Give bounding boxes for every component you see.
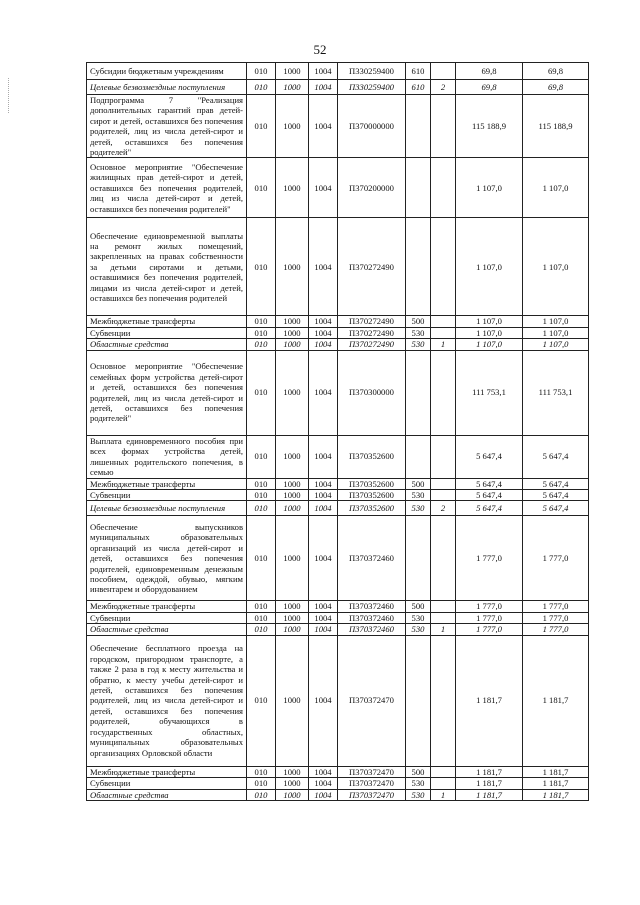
funding-source-code <box>431 63 456 80</box>
amount-year-2: 1 181,7 <box>523 766 589 777</box>
grbs-code: 010 <box>247 478 276 489</box>
subsection-code: 1004 <box>309 778 338 789</box>
table-row <box>87 63 589 80</box>
target-article-code: П370272490 <box>338 218 406 316</box>
subsection-code: 1004 <box>309 158 338 218</box>
target-article-code: П370352600 <box>338 490 406 501</box>
amount-year-2: 1 777,0 <box>523 612 589 623</box>
amount-year-1: 5 647,4 <box>456 501 523 516</box>
subsection-code: 1004 <box>309 350 338 435</box>
grbs-code: 010 <box>247 63 276 80</box>
funding-source-code <box>431 490 456 501</box>
amount-year-2: 1 107,0 <box>523 316 589 327</box>
grbs-code: 010 <box>247 218 276 316</box>
funding-source-code <box>431 158 456 218</box>
funding-source-code <box>431 350 456 435</box>
subsection-code: 1004 <box>309 490 338 501</box>
target-article-code: П370372470 <box>338 789 406 800</box>
section-code: 1000 <box>276 516 309 601</box>
section-code: 1000 <box>276 789 309 800</box>
grbs-code: 010 <box>247 435 276 478</box>
section-code: 1000 <box>276 490 309 501</box>
amount-year-1: 5 647,4 <box>456 490 523 501</box>
amount-year-2: 1 181,7 <box>523 789 589 800</box>
row-description: Подпрограмма 7 "Реализация дополнительных гарантий прав детей-сирот и детей, оставшихся без попечения родителей, лиц из числа детей-сирот и детей, оставшихся без попечения родителей" <box>87 95 247 158</box>
table-row <box>87 516 589 601</box>
funding-source-code <box>431 95 456 158</box>
subsection-code: 1004 <box>309 624 338 635</box>
row-description: Субсидии бюджетным учреждениям <box>87 63 247 80</box>
table-row <box>87 158 589 218</box>
section-code: 1000 <box>276 478 309 489</box>
amount-year-1: 1 777,0 <box>456 624 523 635</box>
row-description: Обеспечение бесплатного проезда на городском, пригородном транспорте, а также 2 раза в год к месту жительства и обратно, к месту учебы детей-сирот и детей, оставшихся без попечения родителей, лиц из числа детей-сирот и детей, оставшихся без попечения родителей, обучающихся в государственных областных, муниципальных образовательных организациях Орловской области <box>87 635 247 766</box>
expense-type-code: 530 <box>406 327 431 338</box>
table-row <box>87 327 589 338</box>
section-code: 1000 <box>276 63 309 80</box>
expense-type-code <box>406 95 431 158</box>
row-description: Субвенции <box>87 612 247 623</box>
target-article-code: П370372470 <box>338 635 406 766</box>
amount-year-2: 5 647,4 <box>523 490 589 501</box>
target-article-code: П370352600 <box>338 435 406 478</box>
table-row <box>87 501 589 516</box>
row-description: Межбюджетные трансферты <box>87 601 247 612</box>
grbs-code: 010 <box>247 158 276 218</box>
funding-source-code: 1 <box>431 624 456 635</box>
target-article-code: П370372470 <box>338 778 406 789</box>
subsection-code: 1004 <box>309 316 338 327</box>
amount-year-2: 5 647,4 <box>523 478 589 489</box>
grbs-code: 010 <box>247 80 276 95</box>
page-number: 52 <box>313 42 327 57</box>
row-description: Субвенции <box>87 490 247 501</box>
amount-year-1: 111 753,1 <box>456 350 523 435</box>
expense-type-code <box>406 158 431 218</box>
section-code: 1000 <box>276 766 309 777</box>
row-description: Обеспечение единовременной выплаты на ремонт жилых помещений, закрепленных на правах собственности за детьми сиротами и детьми, оставшимися без попечения родителей, лицами из числа детей-сирот и детей, оставшихся без попечения родителей <box>87 218 247 316</box>
target-article-code: П330259400 <box>338 80 406 95</box>
funding-source-code <box>431 601 456 612</box>
amount-year-2: 1 107,0 <box>523 339 589 350</box>
table-row <box>87 339 589 350</box>
amount-year-1: 69,8 <box>456 80 523 95</box>
grbs-code: 010 <box>247 516 276 601</box>
amount-year-1: 69,8 <box>456 63 523 80</box>
table-row <box>87 80 589 95</box>
funding-source-code: 1 <box>431 339 456 350</box>
expense-type-code <box>406 350 431 435</box>
funding-source-code <box>431 635 456 766</box>
subsection-code: 1004 <box>309 766 338 777</box>
amount-year-2: 5 647,4 <box>523 435 589 478</box>
row-description: Основное мероприятие "Обеспечение жилищных прав детей-сирот и детей, оставшихся без попечения родителей, лиц из числа детей-сирот и детей, оставшихся без попечения родителей" <box>87 158 247 218</box>
expense-type-code: 610 <box>406 80 431 95</box>
section-code: 1000 <box>276 612 309 623</box>
table-row <box>87 766 589 777</box>
amount-year-1: 1 777,0 <box>456 612 523 623</box>
row-description: Областные средства <box>87 624 247 635</box>
section-code: 1000 <box>276 601 309 612</box>
grbs-code: 010 <box>247 624 276 635</box>
grbs-code: 010 <box>247 95 276 158</box>
amount-year-1: 1 181,7 <box>456 789 523 800</box>
amount-year-2: 1 181,7 <box>523 635 589 766</box>
amount-year-1: 1 181,7 <box>456 766 523 777</box>
row-description: Областные средства <box>87 339 247 350</box>
expense-type-code: 530 <box>406 339 431 350</box>
expense-type-code: 530 <box>406 778 431 789</box>
subsection-code: 1004 <box>309 218 338 316</box>
amount-year-1: 1 181,7 <box>456 778 523 789</box>
funding-source-code <box>431 766 456 777</box>
grbs-code: 010 <box>247 490 276 501</box>
target-article-code: П370372460 <box>338 612 406 623</box>
expense-type-code: 610 <box>406 63 431 80</box>
table-row <box>87 350 589 435</box>
row-description: Целевые безвозмездные поступления <box>87 501 247 516</box>
amount-year-1: 1 107,0 <box>456 327 523 338</box>
section-code: 1000 <box>276 339 309 350</box>
subsection-code: 1004 <box>309 478 338 489</box>
subsection-code: 1004 <box>309 80 338 95</box>
target-article-code: П370372460 <box>338 601 406 612</box>
subsection-code: 1004 <box>309 601 338 612</box>
expense-type-code <box>406 516 431 601</box>
table-row <box>87 778 589 789</box>
funding-source-code <box>431 316 456 327</box>
expense-type-code <box>406 435 431 478</box>
amount-year-2: 1 107,0 <box>523 327 589 338</box>
subsection-code: 1004 <box>309 501 338 516</box>
expense-type-code: 500 <box>406 478 431 489</box>
subsection-code: 1004 <box>309 612 338 623</box>
amount-year-1: 115 188,9 <box>456 95 523 158</box>
grbs-code: 010 <box>247 766 276 777</box>
target-article-code: П370200000 <box>338 158 406 218</box>
funding-source-code: 2 <box>431 80 456 95</box>
table-row <box>87 435 589 478</box>
subsection-code: 1004 <box>309 789 338 800</box>
funding-source-code <box>431 778 456 789</box>
row-description: Обеспечение выпускников муниципальных образовательных организаций из числа детей-сирот и детей, оставшихся без попечения родителей, единовременным денежным пособием, одеждой, обувью, мягким инвентарем и оборудованием <box>87 516 247 601</box>
section-code: 1000 <box>276 316 309 327</box>
amount-year-2: 69,8 <box>523 80 589 95</box>
funding-source-code <box>431 612 456 623</box>
expense-type-code: 530 <box>406 624 431 635</box>
row-description: Основное мероприятие "Обеспечение семейных форм устройства детей-сирот и детей, оставшихся без попечения родителей, лиц из числа детей-сирот и детей, оставшихся без попечения родителей" <box>87 350 247 435</box>
expense-type-code: 530 <box>406 789 431 800</box>
amount-year-2: 5 647,4 <box>523 501 589 516</box>
subsection-code: 1004 <box>309 516 338 601</box>
margin-mark <box>8 78 10 113</box>
funding-source-code <box>431 478 456 489</box>
funding-source-code: 2 <box>431 501 456 516</box>
section-code: 1000 <box>276 778 309 789</box>
expense-type-code: 500 <box>406 316 431 327</box>
target-article-code: П370352600 <box>338 478 406 489</box>
row-description: Субвенции <box>87 327 247 338</box>
table-row <box>87 95 589 158</box>
amount-year-1: 1 107,0 <box>456 339 523 350</box>
grbs-code: 010 <box>247 350 276 435</box>
amount-year-2: 1 777,0 <box>523 624 589 635</box>
funding-source-code <box>431 516 456 601</box>
amount-year-1: 1 777,0 <box>456 516 523 601</box>
table-row <box>87 612 589 623</box>
grbs-code: 010 <box>247 778 276 789</box>
row-description: Межбюджетные трансферты <box>87 316 247 327</box>
target-article-code: П370000000 <box>338 95 406 158</box>
row-description: Целевые безвозмездные поступления <box>87 80 247 95</box>
row-description: Выплата единовременного пособия при всех формах устройства детей, лишенных родительского попечения, в семью <box>87 435 247 478</box>
target-article-code: П370272490 <box>338 327 406 338</box>
table-row <box>87 316 589 327</box>
expense-type-code: 530 <box>406 490 431 501</box>
amount-year-1: 1 107,0 <box>456 218 523 316</box>
amount-year-2: 1 107,0 <box>523 218 589 316</box>
grbs-code: 010 <box>247 635 276 766</box>
funding-source-code <box>431 435 456 478</box>
section-code: 1000 <box>276 635 309 766</box>
grbs-code: 010 <box>247 327 276 338</box>
target-article-code: П330259400 <box>338 63 406 80</box>
expense-type-code: 500 <box>406 766 431 777</box>
section-code: 1000 <box>276 624 309 635</box>
grbs-code: 010 <box>247 601 276 612</box>
subsection-code: 1004 <box>309 435 338 478</box>
section-code: 1000 <box>276 158 309 218</box>
subsection-code: 1004 <box>309 95 338 158</box>
target-article-code: П370372470 <box>338 766 406 777</box>
section-code: 1000 <box>276 80 309 95</box>
expense-type-code: 500 <box>406 601 431 612</box>
table-row <box>87 789 589 800</box>
amount-year-2: 1 181,7 <box>523 778 589 789</box>
amount-year-1: 1 777,0 <box>456 601 523 612</box>
budget-table <box>86 62 589 801</box>
row-description: Областные средства <box>87 789 247 800</box>
expense-type-code <box>406 635 431 766</box>
row-description: Межбюджетные трансферты <box>87 766 247 777</box>
table-row <box>87 601 589 612</box>
section-code: 1000 <box>276 327 309 338</box>
grbs-code: 010 <box>247 339 276 350</box>
target-article-code: П370372460 <box>338 624 406 635</box>
subsection-code: 1004 <box>309 63 338 80</box>
table-row <box>87 624 589 635</box>
section-code: 1000 <box>276 501 309 516</box>
target-article-code: П370272490 <box>338 339 406 350</box>
funding-source-code: 1 <box>431 789 456 800</box>
table-row <box>87 490 589 501</box>
subsection-code: 1004 <box>309 327 338 338</box>
section-code: 1000 <box>276 350 309 435</box>
amount-year-1: 1 107,0 <box>456 316 523 327</box>
target-article-code: П370372460 <box>338 516 406 601</box>
grbs-code: 010 <box>247 501 276 516</box>
target-article-code: П370272490 <box>338 316 406 327</box>
expense-type-code: 530 <box>406 612 431 623</box>
amount-year-2: 1 777,0 <box>523 601 589 612</box>
table-row <box>87 218 589 316</box>
amount-year-2: 1 107,0 <box>523 158 589 218</box>
grbs-code: 010 <box>247 612 276 623</box>
grbs-code: 010 <box>247 789 276 800</box>
expense-type-code: 530 <box>406 501 431 516</box>
amount-year-2: 1 777,0 <box>523 516 589 601</box>
amount-year-1: 1 181,7 <box>456 635 523 766</box>
subsection-code: 1004 <box>309 339 338 350</box>
amount-year-2: 115 188,9 <box>523 95 589 158</box>
row-description: Субвенции <box>87 778 247 789</box>
section-code: 1000 <box>276 435 309 478</box>
funding-source-code <box>431 327 456 338</box>
amount-year-1: 5 647,4 <box>456 435 523 478</box>
amount-year-1: 1 107,0 <box>456 158 523 218</box>
grbs-code: 010 <box>247 316 276 327</box>
amount-year-1: 5 647,4 <box>456 478 523 489</box>
table-row <box>87 635 589 766</box>
subsection-code: 1004 <box>309 635 338 766</box>
expense-type-code <box>406 218 431 316</box>
table-row <box>87 478 589 489</box>
section-code: 1000 <box>276 218 309 316</box>
funding-source-code <box>431 218 456 316</box>
amount-year-2: 69,8 <box>523 63 589 80</box>
row-description: Межбюджетные трансферты <box>87 478 247 489</box>
target-article-code: П370300000 <box>338 350 406 435</box>
section-code: 1000 <box>276 95 309 158</box>
amount-year-2: 111 753,1 <box>523 350 589 435</box>
target-article-code: П370352600 <box>338 501 406 516</box>
